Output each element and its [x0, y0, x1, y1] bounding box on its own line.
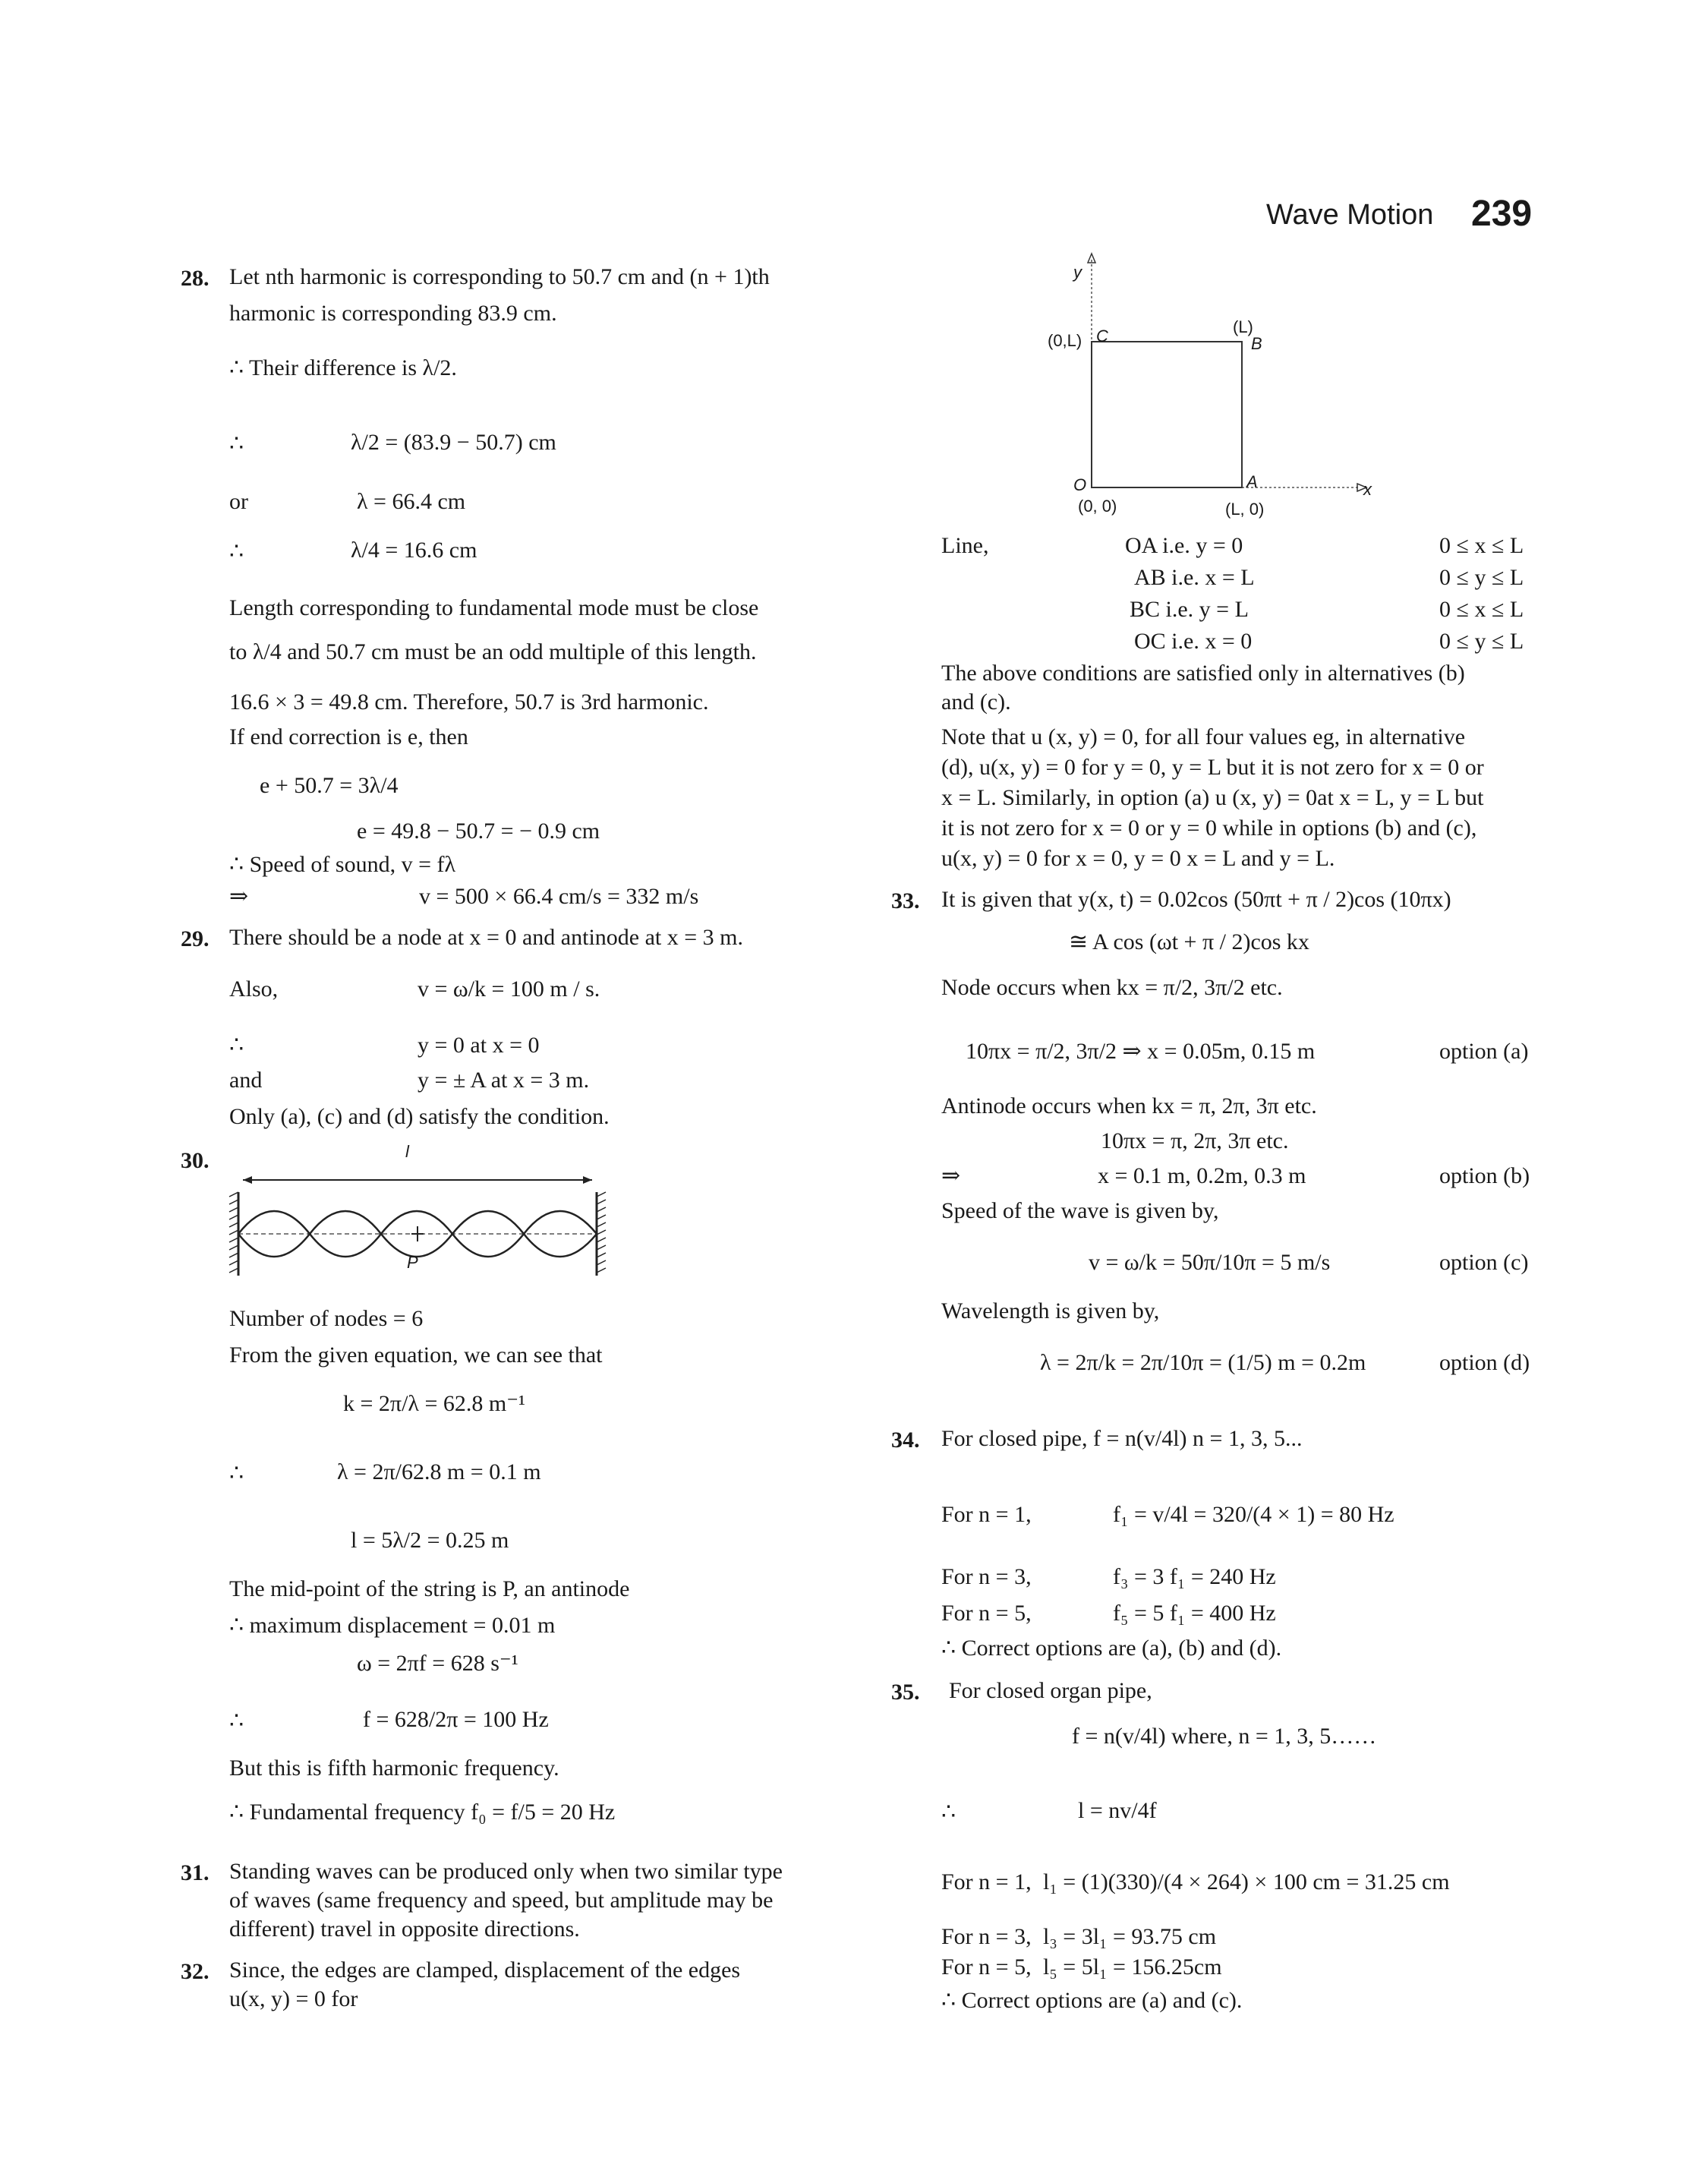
q33-option-a: option (a) [1439, 1039, 1529, 1064]
q30-line5: l = 5λ/2 = 0.25 m [351, 1528, 509, 1553]
vertex-o-label: O [1073, 475, 1087, 494]
q30-line3: k = 2π/λ = 62.8 m⁻¹ [343, 1391, 526, 1416]
q28-line11: e + 50.7 = 3λ/4 [260, 773, 399, 798]
q32-condition3: BC i.e. y = L [1130, 597, 1249, 622]
page-number: 239 [1471, 194, 1533, 234]
q33-line10: Wavelength is given by, [941, 1298, 1160, 1323]
q34-line1: For closed pipe, f = n(v/4l) n = 1, 3, 5... [941, 1426, 1303, 1451]
q30-line11: ∴ Fundamental frequency f₀ = f/5 = 20 Hz [229, 1800, 616, 1825]
q29-number: 29. [181, 926, 210, 951]
q33-line4: 10πx = π/2, 3π/2 ⇒ x = 0.05m, 0.15 m [966, 1039, 1316, 1064]
q33-line2: ≅ A cos (ωt + π / 2)cos kx [1069, 929, 1309, 954]
q28-line1: Let nth harmonic is corresponding to 50.7 cm and (n + 1)th [229, 264, 770, 289]
q30-line9-symbol: ∴ [229, 1708, 244, 1733]
q28-line9: 16.6 × 3 = 49.8 cm. Therefore, 50.7 is 3rd harmonic. [229, 689, 709, 715]
q35-line5-symbol: For n = 3, [941, 1924, 1032, 1949]
q34-line3-symbol: For n = 3, [941, 1564, 1032, 1589]
q32-para-line5: x = L. Similarly, in option (a) u (x, y) = 0at x = L, y = L but [941, 785, 1484, 810]
q28-line6-symbol: ∴ [229, 539, 244, 564]
axis-y-label: y [1073, 263, 1082, 282]
q32-para-line3: Note that u (x, y) = 0, for all four values eg, in alternative [941, 724, 1466, 749]
q28-line5: λ = 66.4 cm [357, 489, 466, 514]
q35-line3-symbol: ∴ [941, 1800, 956, 1825]
coord-l-label: (L) [1233, 317, 1253, 336]
coord-0l-label: (0,L) [1048, 331, 1082, 350]
q33-line7: x = 0.1 m, 0.2m, 0.3 m [1098, 1163, 1306, 1188]
q34-number: 34. [891, 1427, 920, 1453]
figure-label-p: P [407, 1253, 418, 1272]
q28-line14: v = 500 × 66.4 cm/s = 332 m/s [419, 884, 699, 909]
q33-line8: Speed of the wave is given by, [941, 1198, 1219, 1223]
q30-line4: λ = 2π/62.8 m = 0.1 m [337, 1459, 541, 1484]
q35-line5: l₃ = 3l₁ = 93.75 cm [1043, 1924, 1217, 1949]
q33-number: 33. [891, 888, 920, 913]
q33-line3: Node occurs when kx = π/2, 3π/2 etc. [941, 975, 1283, 1000]
q31-line3: different) travel in opposite directions. [229, 1916, 580, 1942]
q31-number: 31. [181, 1860, 210, 1885]
q34-line4: f₅ = 5 f₁ = 400 Hz [1113, 1601, 1276, 1626]
figure-label-l: l [405, 1142, 409, 1161]
q34-line5: ∴ Correct options are (a), (b) and (d). [941, 1636, 1282, 1661]
q28-line4: λ/2 = (83.9 − 50.7) cm [351, 430, 556, 455]
q29-line3-symbol: ∴ [229, 1033, 244, 1058]
q28-number: 28. [181, 266, 210, 291]
q28-line5-symbol: or [229, 489, 248, 514]
q35-line6: l₅ = 5l₁ = 156.25cm [1043, 1954, 1222, 1980]
q28-line12: e = 49.8 − 50.7 = − 0.9 cm [357, 819, 600, 844]
q29-line2: v = ω/k = 100 m / s. [418, 976, 600, 1002]
q35-line4: l₁ = (1)(330)/(4 × 264) × 100 cm = 31.25 cm [1043, 1869, 1450, 1894]
q34-line4-symbol: For n = 5, [941, 1601, 1032, 1626]
q34-line3: f₃ = 3 f₁ = 240 Hz [1113, 1564, 1276, 1589]
q30-line6: The mid-point of the string is P, an antinode [229, 1576, 630, 1601]
q35-line3: l = nv/4f [1078, 1798, 1157, 1823]
q32-para-line4: (d), u(x, y) = 0 for y = 0, y = L but it is not zero for x = 0 or [941, 755, 1484, 780]
q35-line1: For closed organ pipe, [949, 1678, 1152, 1703]
q33-line1: It is given that y(x, t) = 0.02cos (50πt + π / 2)cos (10πx) [941, 887, 1451, 912]
q30-line2: From the given equation, we can see that [229, 1342, 603, 1368]
q33-option-b: option (b) [1439, 1163, 1530, 1188]
q28-line3: ∴ Their difference is λ/2. [229, 355, 457, 380]
q32-range4: 0 ≤ y ≤ L [1439, 629, 1524, 654]
q33-line11: λ = 2π/k = 2π/10π = (1/5) m = 0.2m [1040, 1350, 1366, 1375]
q32-range2: 0 ≤ y ≤ L [1439, 565, 1524, 590]
q32-number: 32. [181, 1959, 210, 1984]
q28-line6: λ/4 = 16.6 cm [351, 538, 477, 563]
q29-line4-symbol: and [229, 1068, 263, 1093]
q33-line9: v = ω/k = 50π/10π = 5 m/s [1089, 1250, 1331, 1275]
q33-option-c: option (c) [1439, 1250, 1529, 1275]
q32-line-label: Line, [941, 533, 989, 558]
q33-line6: 10πx = π, 2π, 3π etc. [1101, 1128, 1289, 1153]
q30-line1: Number of nodes = 6 [229, 1306, 424, 1331]
q28-line14-symbol: ⇒ [229, 884, 249, 909]
q28-line7: Length corresponding to fundamental mode must be close [229, 595, 759, 620]
q33-line5: Antinode occurs when kx = π, 2π, 3π etc. [941, 1093, 1317, 1118]
q30-line4-symbol: ∴ [229, 1461, 244, 1486]
vertex-b-label: B [1251, 334, 1262, 353]
q35-number: 35. [891, 1680, 920, 1705]
q28-line10: If end correction is e, then [229, 724, 468, 749]
q32-para-line6: it is not zero for x = 0 or y = 0 while in options (b) and (c), [941, 815, 1477, 841]
q28-line13: ∴ Speed of sound, v = fλ [229, 852, 456, 877]
q33-line7-symbol: ⇒ [941, 1163, 961, 1188]
q32-condition1: OA i.e. y = 0 [1125, 533, 1243, 558]
q30-line7: ∴ maximum displacement = 0.01 m [229, 1613, 556, 1638]
coord-00-label: (0, 0) [1078, 497, 1117, 516]
q32-condition4: OC i.e. x = 0 [1134, 629, 1253, 654]
q30-line10: But this is fifth harmonic frequency. [229, 1756, 559, 1781]
q30-line9: f = 628/2π = 100 Hz [363, 1707, 549, 1732]
q35-line6-symbol: For n = 5, [941, 1954, 1032, 1980]
q35-line4-symbol: For n = 1, [941, 1869, 1032, 1894]
q32-line1: Since, the edges are clamped, displacement of the edges [229, 1957, 741, 1983]
q31-line2: of waves (same frequency and speed, but amplitude may be [229, 1888, 774, 1913]
q29-line2-symbol: Also, [229, 976, 279, 1002]
q32-para-line2: and (c). [941, 689, 1011, 715]
q28-line8: to λ/4 and 50.7 cm must be an odd multiple of this length. [229, 639, 757, 664]
q29-line3: y = 0 at x = 0 [418, 1033, 540, 1058]
q30-number: 30. [181, 1148, 210, 1173]
vertex-a-label: A [1246, 472, 1258, 491]
q32-line2: u(x, y) = 0 for [229, 1986, 358, 2011]
axis-x-label: x [1363, 480, 1372, 499]
q31-line1: Standing waves can be produced only when two similar type [229, 1859, 783, 1884]
q32-range1: 0 ≤ x ≤ L [1439, 533, 1524, 558]
vertex-c-label: C [1096, 327, 1108, 345]
q34-line2: f₁ = v/4l = 320/(4 × 1) = 80 Hz [1113, 1502, 1394, 1527]
q29-line1: There should be a node at x = 0 and antinode at x = 3 m. [229, 925, 743, 950]
q32-condition2: AB i.e. x = L [1134, 565, 1255, 590]
running-title: Wave Motion [1266, 199, 1434, 231]
q35-line2: f = n(v/4l) where, n = 1, 3, 5…… [1072, 1724, 1377, 1749]
q29-line5: Only (a), (c) and (d) satisfy the condition. [229, 1104, 610, 1129]
q30-line8: ω = 2πf = 628 s⁻¹ [357, 1651, 518, 1676]
coord-l0-label: (L, 0) [1225, 500, 1265, 519]
q32-para-line7: u(x, y) = 0 for x = 0, y = 0 x = L and y = L. [941, 846, 1335, 871]
q29-line4: y = ± A at x = 3 m. [418, 1068, 590, 1093]
q32-para-line1: The above conditions are satisfied only in alternatives (b) [941, 661, 1465, 686]
q35-line7: ∴ Correct options are (a) and (c). [941, 1988, 1243, 2013]
q28-line2: harmonic is corresponding 83.9 cm. [229, 301, 557, 326]
q32-range3: 0 ≤ x ≤ L [1439, 597, 1524, 622]
q33-option-d: option (d) [1439, 1350, 1530, 1375]
q28-line4-symbol: ∴ [229, 431, 244, 456]
q34-line2-symbol: For n = 1, [941, 1502, 1032, 1527]
square-membrane-figure [1055, 251, 1389, 516]
